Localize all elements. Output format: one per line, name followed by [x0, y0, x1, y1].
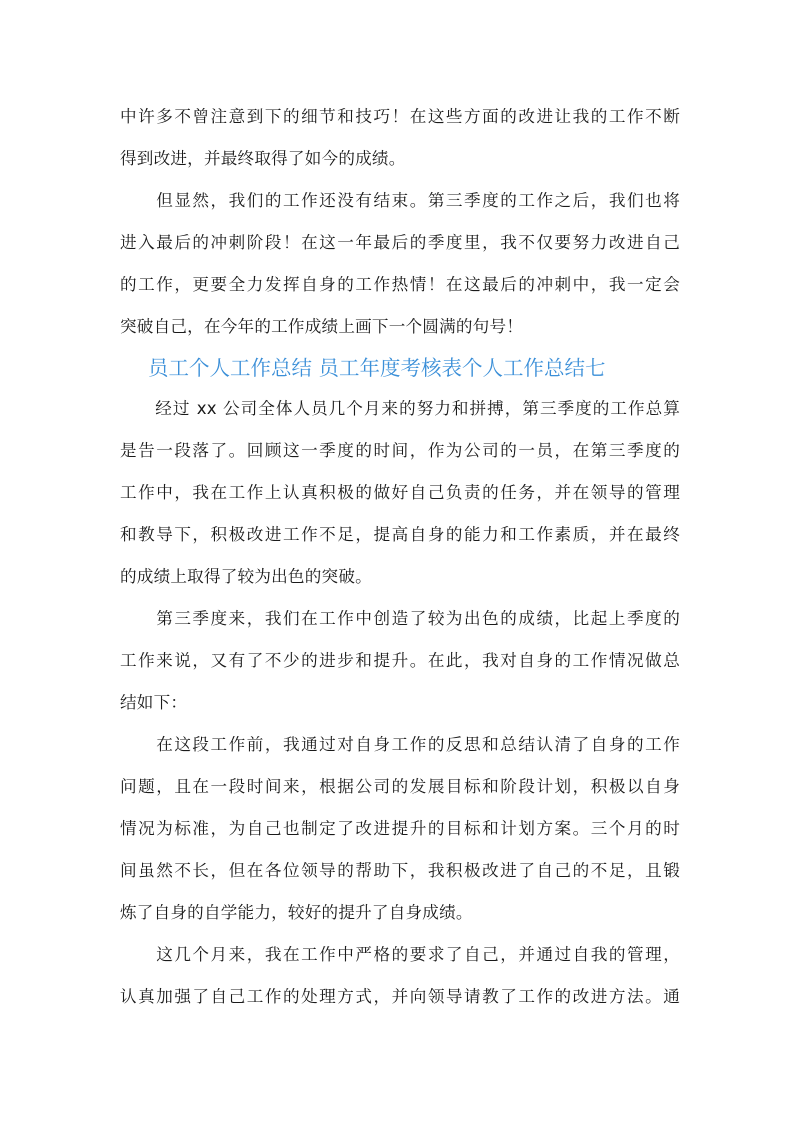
paragraph-line: 但显然，我们的工作还没有结束。第三季度的工作之后，我们也将 [120, 191, 680, 210]
paragraph-line: 第三季度来，我们在工作中创造了较为出色的成绩，比起上季度的 [120, 609, 680, 628]
paragraph-line: 突破自己，在今年的工作成绩上画下一个圆满的句号！ [120, 317, 524, 336]
paragraph-line: 间虽然不长，但在各位领导的帮助下，我积极改进了自己的不足，且锻 [120, 861, 680, 880]
paragraph-line: 经过 xx 公司全体人员几个月来的努力和拼搏，第三季度的工作总算 [120, 399, 680, 418]
paragraph-line: 进入最后的冲刺阶段！在这一年最后的季度里，我不仅要努力改进自己 [120, 233, 680, 252]
paragraph-line: 这几个月来，我在工作中严格的要求了自己，并通过自我的管理， [120, 945, 680, 964]
paragraph-line: 认真加强了自己工作的处理方式，并向领导请教了工作的改进方法。通 [120, 987, 680, 1006]
section-heading: 员工个人工作总结 员工年度考核表个人工作总结七 [148, 356, 606, 380]
paragraph-line: 是告一段落了。回顾这一季度的时间，作为公司的一员，在第三季度的 [120, 441, 680, 460]
paragraph-line: 中许多不曾注意到下的细节和技巧！在这些方面的改进让我的工作不断 [120, 107, 680, 126]
paragraph-line: 问题，且在一段时间来，根据公司的发展目标和阶段计划，积极以自身 [120, 777, 680, 796]
paragraph-line: 结如下： [120, 693, 188, 712]
paragraph-line: 工作中，我在工作上认真积极的做好自己负责的任务，并在领导的管理 [120, 483, 680, 502]
paragraph-line: 在这段工作前，我通过对自身工作的反思和总结认清了自身的工作 [120, 735, 680, 754]
paragraph-line: 得到改进，并最终取得了如今的成绩。 [120, 149, 406, 168]
paragraph-line: 的工作，更要全力发挥自身的工作热情！在这最后的冲刺中，我一定会 [120, 275, 680, 294]
paragraph-line: 工作来说，又有了不少的进步和提升。在此，我对自身的工作情况做总 [120, 651, 680, 670]
paragraph-line: 的成绩上取得了较为出色的突破。 [120, 567, 372, 586]
paragraph-line: 炼了自身的自学能力，较好的提升了自身成绩。 [120, 903, 473, 922]
paragraph-line: 情况为标准，为自己也制定了改进提升的目标和计划方案。三个月的时 [120, 819, 680, 838]
paragraph-line: 和教导下，积极改进工作不足，提高自身的能力和工作素质，并在最终 [120, 525, 680, 544]
